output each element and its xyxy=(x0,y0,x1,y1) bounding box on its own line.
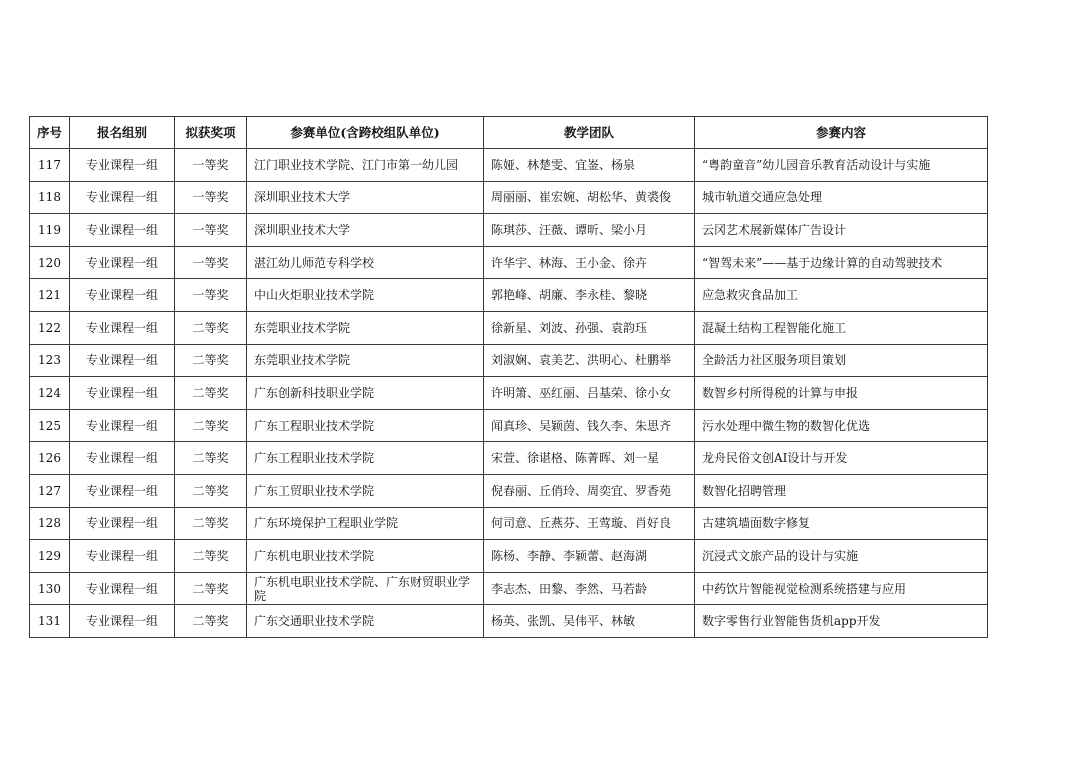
cell-group: 专业课程一组 xyxy=(70,344,175,377)
header-cell-serial: 序号 xyxy=(30,117,70,149)
cell-serial: 123 xyxy=(30,344,70,377)
table-row xyxy=(30,279,988,312)
cell-group: 专业课程一组 xyxy=(70,605,175,638)
cell-group: 专业课程一组 xyxy=(70,149,175,182)
cell-content: 应急救灾食品加工 xyxy=(695,279,988,312)
cell-unit: 广东工程职业技术学院 xyxy=(247,442,484,475)
table-row xyxy=(30,605,988,638)
cell-unit: 广东机电职业技术学院、广东财贸职业学院 xyxy=(247,572,484,605)
cell-group: 专业课程一组 xyxy=(70,377,175,410)
table-row xyxy=(30,344,988,377)
table-row xyxy=(30,572,988,605)
cell-serial: 125 xyxy=(30,409,70,442)
cell-unit: 深圳职业技术大学 xyxy=(247,181,484,214)
cell-serial: 122 xyxy=(30,311,70,344)
cell-award: 二等奖 xyxy=(175,311,247,344)
cell-unit: 广东工贸职业技术学院 xyxy=(247,474,484,507)
cell-group: 专业课程一组 xyxy=(70,507,175,540)
cell-content: “粤韵童音”幼儿园音乐教育活动设计与实施 xyxy=(695,149,988,182)
cell-award: 一等奖 xyxy=(175,246,247,279)
cell-group: 专业课程一组 xyxy=(70,214,175,247)
header-cell-content: 参赛内容 xyxy=(695,117,988,149)
cell-team: 周丽丽、崔宏婉、胡松华、黄裘俊 xyxy=(484,181,695,214)
table-row xyxy=(30,246,988,279)
header-row xyxy=(30,117,988,149)
cell-unit: 东莞职业技术学院 xyxy=(247,311,484,344)
cell-award: 一等奖 xyxy=(175,279,247,312)
cell-award: 一等奖 xyxy=(175,149,247,182)
cell-serial: 128 xyxy=(30,507,70,540)
cell-team: 李志杰、田黎、李然、马若龄 xyxy=(484,572,695,605)
table-row xyxy=(30,474,988,507)
cell-group: 专业课程一组 xyxy=(70,311,175,344)
header-cell-unit: 参赛单位(含跨校组队单位) xyxy=(247,117,484,149)
cell-unit: 东莞职业技术学院 xyxy=(247,344,484,377)
cell-group: 专业课程一组 xyxy=(70,540,175,573)
cell-content: 全龄活力社区服务项目策划 xyxy=(695,344,988,377)
cell-content: 城市轨道交通应急处理 xyxy=(695,181,988,214)
table-row xyxy=(30,507,988,540)
cell-content: 污水处理中微生物的数智化优选 xyxy=(695,409,988,442)
cell-team: 刘淑娴、袁美艺、洪明心、杜鹏举 xyxy=(484,344,695,377)
table-row xyxy=(30,311,988,344)
header-cell-award: 拟获奖项 xyxy=(175,117,247,149)
cell-award: 二等奖 xyxy=(175,442,247,475)
cell-team: 倪春丽、丘俏玲、周奕宜、罗香苑 xyxy=(484,474,695,507)
cell-serial: 126 xyxy=(30,442,70,475)
cell-team: 陈琪莎、汪薇、谭昕、梁小月 xyxy=(484,214,695,247)
table-row xyxy=(30,181,988,214)
award-table xyxy=(29,116,988,638)
table-row xyxy=(30,540,988,573)
cell-serial: 127 xyxy=(30,474,70,507)
cell-team: 陈娅、林楚雯、宜崟、杨泉 xyxy=(484,149,695,182)
cell-serial: 129 xyxy=(30,540,70,573)
cell-serial: 121 xyxy=(30,279,70,312)
table-row xyxy=(30,442,988,475)
cell-team: 杨英、张凯、吴伟平、林敏 xyxy=(484,605,695,638)
table-row xyxy=(30,409,988,442)
cell-content: 中药饮片智能视觉检测系统搭建与应用 xyxy=(695,572,988,605)
cell-team: 闻真珍、吴颖茵、钱久李、朱思齐 xyxy=(484,409,695,442)
cell-content: 混凝土结构工程智能化施工 xyxy=(695,311,988,344)
cell-award: 二等奖 xyxy=(175,344,247,377)
cell-team: 宋萱、徐谌格、陈菁晖、刘一星 xyxy=(484,442,695,475)
cell-unit: 广东工程职业技术学院 xyxy=(247,409,484,442)
cell-unit: 广东机电职业技术学院 xyxy=(247,540,484,573)
cell-group: 专业课程一组 xyxy=(70,474,175,507)
cell-team: 许明箫、巫红丽、吕基荣、徐小女 xyxy=(484,377,695,410)
cell-team: 徐新星、刘波、孙强、袁韵珏 xyxy=(484,311,695,344)
cell-content: 云冈艺术展新媒体广告设计 xyxy=(695,214,988,247)
cell-group: 专业课程一组 xyxy=(70,572,175,605)
table-row xyxy=(30,377,988,410)
cell-unit: 广东环境保护工程职业学院 xyxy=(247,507,484,540)
cell-serial: 119 xyxy=(30,214,70,247)
cell-content: 龙舟民俗文创AI设计与开发 xyxy=(695,442,988,475)
table-body xyxy=(30,149,988,638)
cell-award: 一等奖 xyxy=(175,214,247,247)
cell-content: “智驾未来”——基于边缘计算的自动驾驶技术 xyxy=(695,246,988,279)
cell-content: 数智乡村所得税的计算与申报 xyxy=(695,377,988,410)
cell-serial: 120 xyxy=(30,246,70,279)
cell-content: 数智化招聘管理 xyxy=(695,474,988,507)
cell-group: 专业课程一组 xyxy=(70,409,175,442)
cell-award: 二等奖 xyxy=(175,540,247,573)
cell-unit: 广东交通职业技术学院 xyxy=(247,605,484,638)
cell-content: 古建筑墙面数字修复 xyxy=(695,507,988,540)
cell-content: 沉浸式文旅产品的设计与实施 xyxy=(695,540,988,573)
table-row xyxy=(30,149,988,182)
header-cell-team: 教学团队 xyxy=(484,117,695,149)
cell-serial: 118 xyxy=(30,181,70,214)
cell-award: 二等奖 xyxy=(175,572,247,605)
cell-serial: 131 xyxy=(30,605,70,638)
cell-serial: 130 xyxy=(30,572,70,605)
cell-unit: 广东创新科技职业学院 xyxy=(247,377,484,410)
cell-team: 陈杨、李静、李颖蕾、赵海湖 xyxy=(484,540,695,573)
cell-serial: 124 xyxy=(30,377,70,410)
cell-group: 专业课程一组 xyxy=(70,279,175,312)
cell-unit: 湛江幼儿师范专科学校 xyxy=(247,246,484,279)
cell-award: 二等奖 xyxy=(175,507,247,540)
cell-content: 数字零售行业智能售货机app开发 xyxy=(695,605,988,638)
cell-award: 二等奖 xyxy=(175,409,247,442)
cell-team: 郭艳峰、胡廉、李永桂、黎晓 xyxy=(484,279,695,312)
cell-award: 二等奖 xyxy=(175,605,247,638)
cell-award: 二等奖 xyxy=(175,377,247,410)
cell-serial: 117 xyxy=(30,149,70,182)
cell-team: 何司意、丘燕芬、王莺璇、肖好良 xyxy=(484,507,695,540)
header-cell-group: 报名组别 xyxy=(70,117,175,149)
table-row xyxy=(30,214,988,247)
cell-team: 许华宇、林海、王小金、徐卉 xyxy=(484,246,695,279)
cell-unit: 深圳职业技术大学 xyxy=(247,214,484,247)
cell-group: 专业课程一组 xyxy=(70,246,175,279)
cell-unit: 中山火炬职业技术学院 xyxy=(247,279,484,312)
cell-unit: 江门职业技术学院、江门市第一幼儿园 xyxy=(247,149,484,182)
cell-award: 一等奖 xyxy=(175,181,247,214)
cell-group: 专业课程一组 xyxy=(70,181,175,214)
cell-group: 专业课程一组 xyxy=(70,442,175,475)
cell-award: 二等奖 xyxy=(175,474,247,507)
